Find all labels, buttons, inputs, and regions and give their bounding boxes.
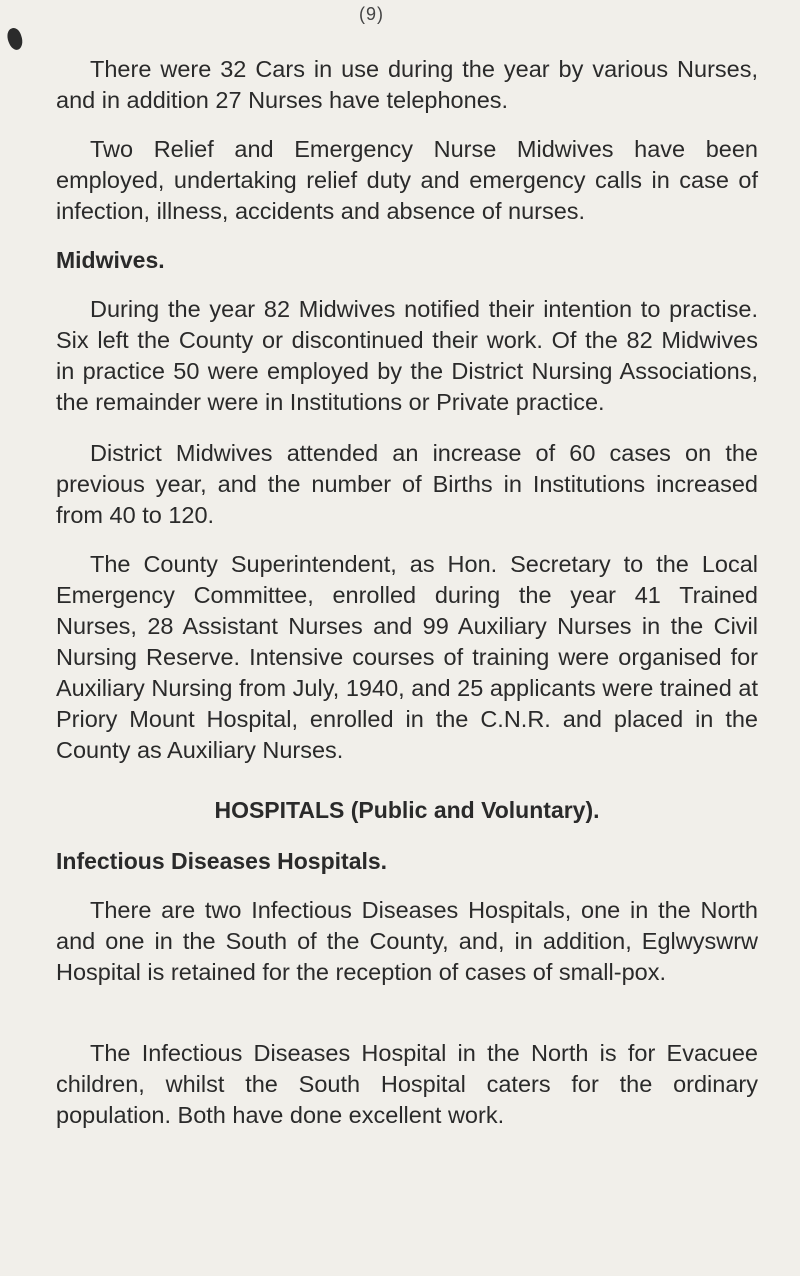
- heading-infectious-diseases-hospitals: Infectious Diseases Hospitals.: [56, 848, 388, 874]
- paragraph-midwives-notified: During the year 82 Midwives notified their intention to practise. Six left the County or discontinued their work. Of the 82 Midwives in practice 50 were employed by the District Nursing Associations, the remainder were in Institutions or Private practice.: [56, 296, 758, 415]
- paragraph-infectious-north: The Infectious Diseases Hospital in the North is for Evacuee children, whilst the South Hospital caters for the ordinary population. Both have done excellent work.: [56, 1040, 758, 1128]
- heading-hospitals: HOSPITALS (Public and Voluntary).: [214, 797, 600, 823]
- paragraph-district-midwives: District Midwives attended an increase of 60 cases on the previous year, and the number of Births in Institutions increased from 40 to 120.: [56, 440, 758, 528]
- page-number: (9): [359, 4, 384, 24]
- paragraph-relief-nurses: Two Relief and Emergency Nurse Midwives have been employed, undertaking relief duty and emergency calls in case of infection, illness, accidents and absence of nurses.: [56, 136, 758, 224]
- ink-blot-mark: [5, 26, 26, 51]
- document-page: [56, 0, 766, 1276]
- paragraph-infectious-hospitals: There are two Infectious Diseases Hospitals, one in the North and one in the South of the County, and, in addition, Eglwyswrw Hospital is retained for the reception of cases of small-pox.: [56, 897, 758, 985]
- heading-midwives: Midwives.: [56, 247, 165, 273]
- paragraph-county-superintendent: The County Superintendent, as Hon. Secretary to the Local Emergency Committee, enrolled during the year 41 Trained Nurses, 28 Assistant Nurses and 99 Auxiliary Nurses in the Civil Nursing Reserve. Intensive courses of training were organised for Auxiliary Nursing from July, 1940, and 25 applicants were trained at Priory Mount Hospital, enrolled in the C.N.R. and placed in the County as Auxiliary Nurses.: [56, 551, 758, 763]
- paragraph-cars: There were 32 Cars in use during the year by various Nurses, and in addition 27 Nurses have telephones.: [56, 56, 758, 113]
